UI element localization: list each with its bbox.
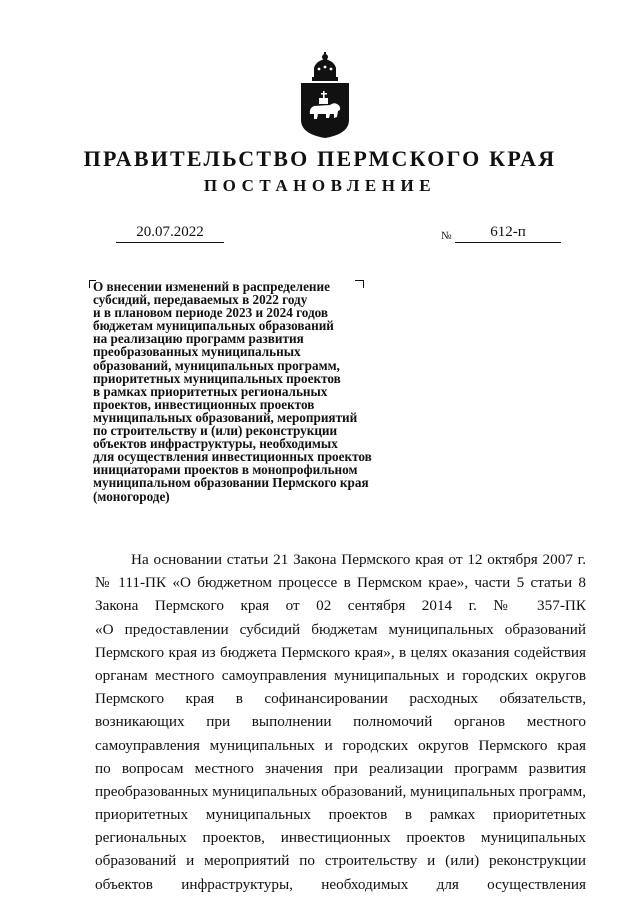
coat-of-arms-icon [300,52,350,138]
body-line: приоритетных муниципальных проектов в рамках приоритетных [95,806,586,824]
subject-line: для осуществления инвестиционных проектов [93,449,372,465]
subject-line: О внесении изменений в распределение [93,279,330,294]
number-sign: № [441,230,452,242]
body-line: преобразованных муниципальных образований, муниципальных программ, [95,782,586,800]
government-title: ПРАВИТЕЛЬСТВО ПЕРМСКОГО КРАЯ [83,146,557,171]
body-line: Пермского края из бюджета Пермского края», в целях оказания содействия [95,643,586,661]
body-line: На основании статьи 21 Закона Пермского края от 12 октября 2007 г. [131,551,586,568]
subject-line: по строительству и (или) реконструкции [93,423,338,439]
document-date: 20.07.2022 [116,224,224,243]
subject-line: на реализацию программ развития [93,331,304,347]
body-line: региональных проектов, инвестиционных проектов муниципальных [95,829,586,847]
document-number: 612-п [455,224,561,243]
body-line: Пермского края в софинансировании расходных обязательств, [95,690,586,708]
subject-line: муниципальном образовании Пермского края [93,475,369,491]
subject-line: и в плановом периоде 2023 и 2024 годов [93,305,329,321]
body-line: № 111-ПК «О бюджетном процессе в Пермском крае», части 5 статьи 8 [95,574,586,592]
body-line: органам местного самоуправления муниципальных и городских округов [95,666,586,684]
subject-line: (моногороде) [93,488,170,504]
document-subject [93,280,433,503]
body-line: самоуправления муниципальных и городских округов Пермского края [95,736,586,754]
subject-line: объектов инфраструктуры, необходимых [93,436,338,452]
body-line: образований и мероприятий по строительству и (или) реконструкции [95,852,586,870]
document-body [95,548,586,896]
document-type: ПОСТАНОВЛЕНИЕ [203,176,437,195]
body-line: возникающих при выполнении полномочий органов местного [95,713,586,731]
subject-line: образований, муниципальных программ, [93,357,340,373]
body-line: объектов инфраструктуры, необходимых для осуществления [95,875,586,893]
subject-line: муниципальных образований, мероприятий [93,409,358,425]
body-line: Закона Пермского края от 02 сентября 2014 г. № 357-ПК [95,597,586,615]
subject-corner-left [89,280,96,288]
subject-line: бюджетам муниципальных образований [93,318,334,334]
body-line: по вопросам местного значения при реализации программ развития [95,759,586,777]
subject-line: инициаторами проектов в монопрофильном [93,462,358,478]
subject-line: приоритетных муниципальных проектов [93,370,341,386]
subject-line: проектов, инвестиционных проектов [93,396,315,412]
subject-corner-right [355,280,364,288]
subject-line: преобразованных муниципальных [93,344,301,360]
body-line: «О предоставлении субсидий бюджетам муниципальных образований [95,620,586,638]
subject-line: субсидий, передаваемых в 2022 году [93,292,308,308]
subject-line: в рамках приоритетных региональных [93,383,328,399]
